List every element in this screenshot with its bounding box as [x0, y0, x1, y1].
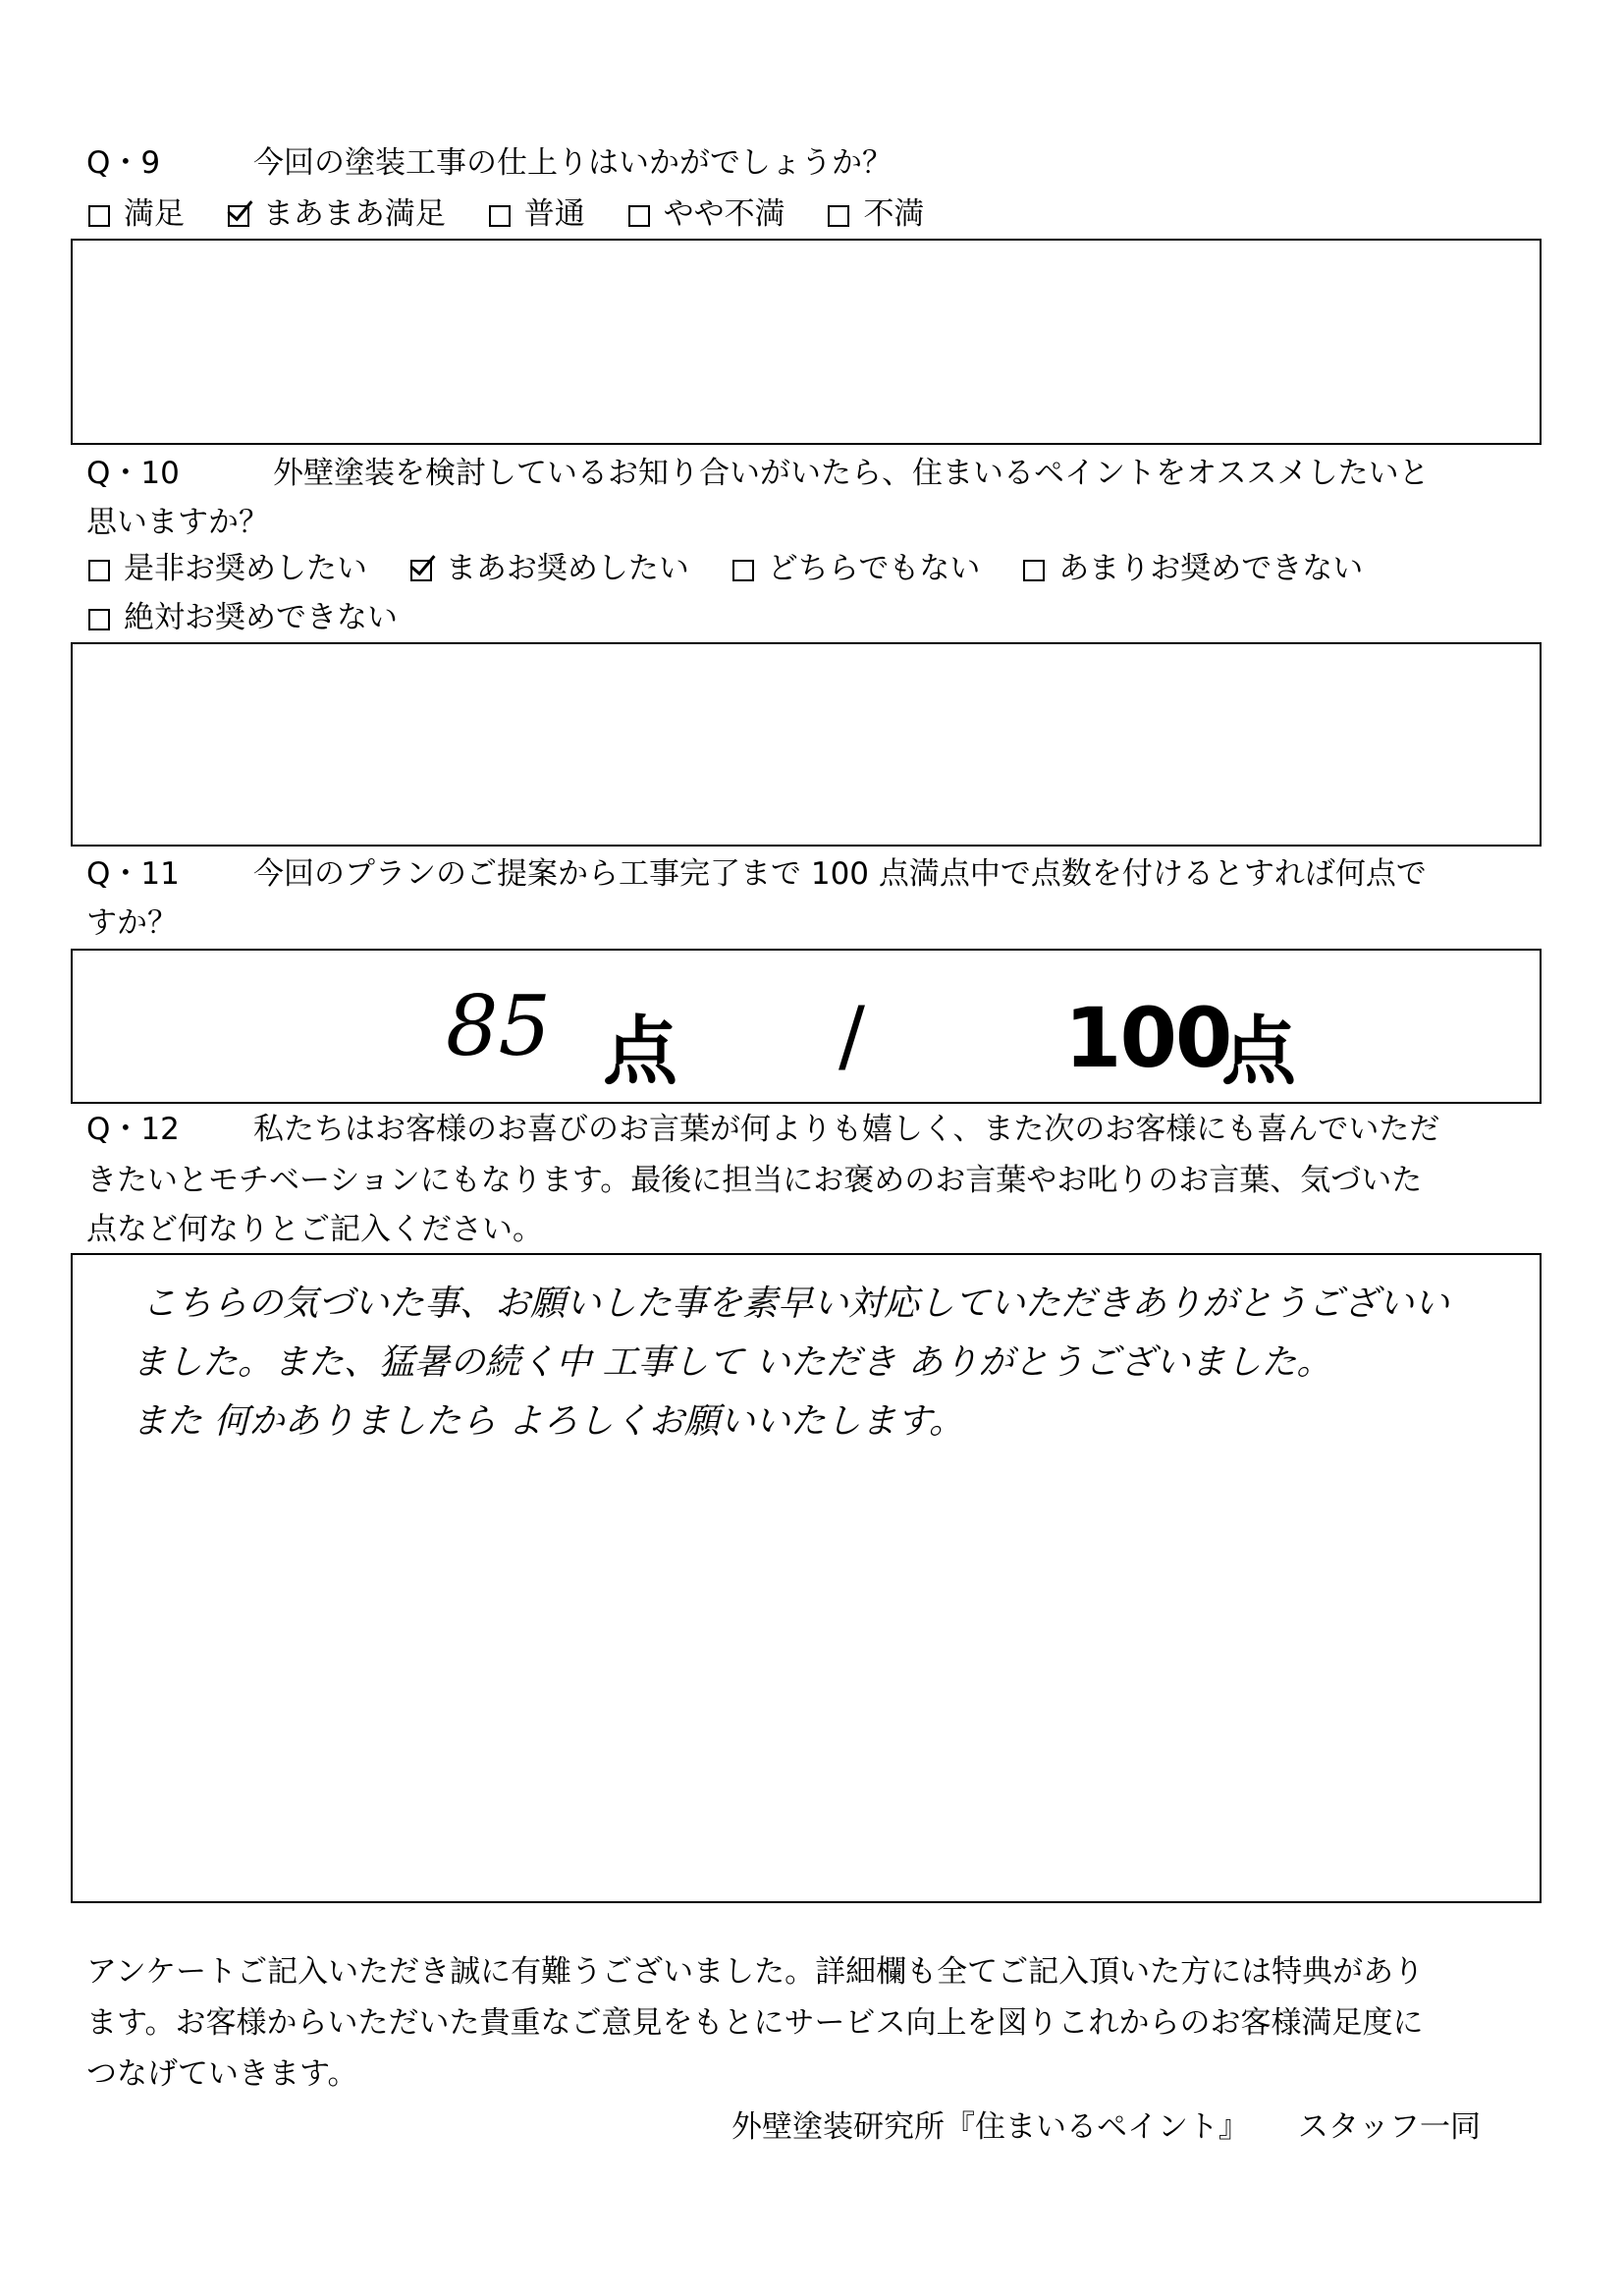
q11-question	[86, 848, 1427, 900]
q10-question-cont	[86, 497, 269, 548]
score-value: 85	[446, 978, 551, 1074]
q12-question-cont-2	[86, 1204, 543, 1255]
q11-number: Q・11	[86, 856, 180, 892]
q12-answer-line-3: また 何かありましたら よろしくお願いいたします。	[132, 1401, 965, 1442]
staff-name: スタッフ一同	[1298, 2109, 1481, 2145]
checkbox-icon[interactable]	[88, 205, 110, 227]
q10-options	[88, 547, 1396, 590]
q10-option-4[interactable]	[1023, 547, 1363, 590]
q12-question-cont-1	[86, 1155, 1422, 1206]
q10-option-5[interactable]	[88, 596, 398, 639]
q12-comment-box[interactable]	[71, 1253, 1542, 1903]
q12-answer-line-2: ました。また、猛暑の続く中 工事して いただき ありがとうございました。	[132, 1342, 1332, 1383]
max-score: 100	[1064, 990, 1231, 1086]
checkbox-icon[interactable]	[828, 205, 849, 227]
q10-option-2-label: まあお奨めしたい	[445, 551, 689, 586]
q12-text-1: 私たちはお客様のお喜びのお言葉が何よりも嬉しく、また次のお客様にも喜んでいただ	[253, 1112, 1440, 1147]
q9-option-5[interactable]	[828, 192, 924, 236]
q10-number: Q・10	[86, 456, 180, 491]
q10-option-1-label: 是非お奨めしたい	[124, 551, 367, 586]
q10-option-2[interactable]	[410, 547, 689, 590]
checkbox-icon[interactable]	[88, 609, 110, 630]
q10-option-5-label: 絶対お奨めできない	[124, 600, 398, 635]
q9-option-2[interactable]	[228, 192, 446, 236]
q11-text-1: 今回のプランのご提案から工事完了まで 100 点満点中で点数を付けるとすれば何点で	[253, 856, 1427, 892]
checkbox-icon[interactable]	[628, 205, 650, 227]
q9-option-3[interactable]	[489, 192, 585, 236]
q12-text-3: 点など何なりとご記入ください。	[86, 1212, 543, 1247]
q9-option-2-label: まあまあ満足	[262, 196, 446, 232]
checkbox-icon[interactable]	[1023, 560, 1045, 581]
q11-text-2: すか？	[86, 905, 178, 941]
checkbox-checked-icon[interactable]	[228, 205, 249, 227]
q9-option-4-label: やや不満	[663, 196, 785, 232]
q10-option-1[interactable]	[88, 547, 367, 590]
q10-option-3-label: どちらでもない	[767, 551, 981, 586]
q10-text-2: 思いますか？	[86, 505, 269, 540]
q9-option-1[interactable]	[88, 192, 185, 236]
score-line	[73, 970, 1540, 1095]
q12-text-2: きたいとモチベーションにもなります。最後に担当にお褒めのお言葉やお叱りのお言葉、気づいた	[86, 1163, 1423, 1198]
q9-option-3-label: 普通	[523, 196, 585, 232]
checkbox-checked-icon[interactable]	[410, 560, 432, 581]
q10-options-row2	[88, 596, 431, 639]
org-name: 外壁塗装研究所『住まいるペイント』	[731, 2109, 1249, 2145]
q11-question-cont	[86, 898, 178, 949]
score-slash: /	[839, 990, 865, 1081]
closing-message	[86, 1946, 1540, 2100]
q10-text-1: 外壁塗装を検討しているお知り合いがいたら、住まいるペイントをオススメしたいと	[273, 456, 1430, 491]
q9-option-4[interactable]	[628, 192, 785, 236]
q9-number: Q・9	[86, 145, 161, 181]
q12-question	[86, 1104, 1439, 1155]
q9-options	[88, 192, 957, 236]
checkbox-icon[interactable]	[489, 205, 511, 227]
closing-line-2: ます。お客様からいただいた貴重なご意見をもとにサービス向上を図りこれからのお客様満足度に	[86, 2005, 1424, 2041]
score-unit: 点	[603, 1008, 677, 1095]
checkbox-icon[interactable]	[88, 560, 110, 581]
q9-option-5-label: 不満	[863, 196, 925, 232]
q10-question	[86, 448, 1430, 499]
checkbox-icon[interactable]	[732, 560, 754, 581]
q12-answer-line-1: こちらの気づいた事、お願いした事を素早い対応していただきありがとうございい	[141, 1284, 1450, 1324]
q9-comment-box[interactable]	[71, 239, 1542, 445]
q9-question	[86, 137, 893, 189]
closing-line-3: つなげていきます。	[86, 2056, 358, 2092]
q11-score-box[interactable]	[71, 949, 1542, 1104]
q10-option-3[interactable]	[732, 547, 981, 590]
closing-line-1: アンケートご記入いただき誠に有難うございました。詳細欄も全てご記入頂いた方には特典があり	[86, 1954, 1425, 1990]
q9-text: 今回の塗装工事の仕上りはいかがでしょうか？	[253, 145, 893, 181]
signature	[731, 2102, 1481, 2146]
q10-comment-box[interactable]	[71, 642, 1542, 847]
q12-number: Q・12	[86, 1112, 180, 1147]
q9-option-1-label: 満足	[124, 196, 185, 232]
max-score-unit: 点	[1221, 1008, 1296, 1095]
q10-option-4-label: あまりお奨めできない	[1058, 551, 1364, 586]
